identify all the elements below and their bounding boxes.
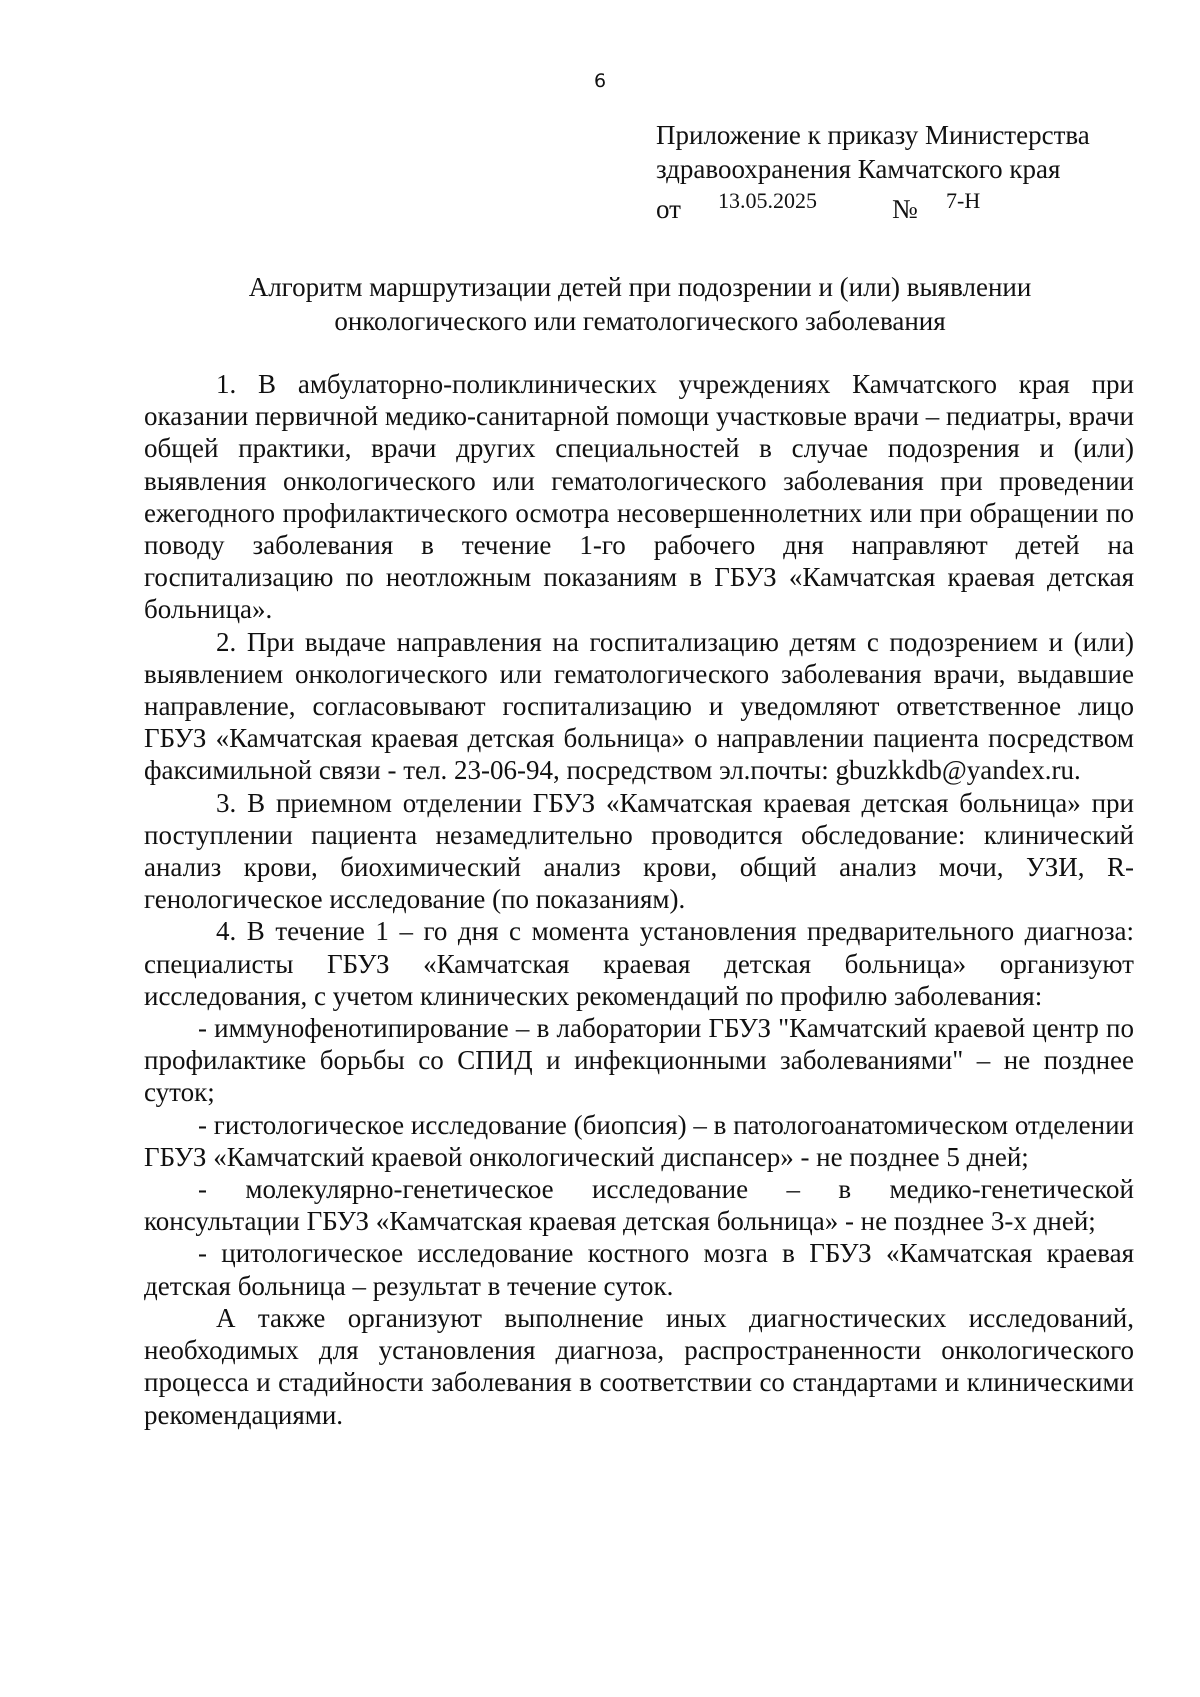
title-line-2: онкологического или гематологического заболевания [334, 306, 946, 336]
approval-line-1: Приложение к приказу Министерства [656, 120, 1090, 150]
list-item-cytology: - цитологическое исследование костного мозга в ГБУЗ «Камчатская краевая детская больница – результат в течение суток. [144, 1238, 1134, 1301]
list-item-molecular-genetic: - молекулярно-генетическое исследование – в медико-генетической консультации ГБУЗ «Камчатская краевая детская больница» - не позднее 3-х дней; [144, 1174, 1134, 1237]
list-item-histology: - гистологическое исследование (биопсия) – в патологоанатомическом отделении ГБУЗ «Камчатский краевой онкологический диспансер» - не позднее 5 дней; [144, 1109, 1134, 1172]
list-item-immunophenotyping: - иммунофенотипирование – в лаборатории ГБУЗ "Камчатский краевой центр по профилактике борьбы со СПИД и инфекционными заболеваниями" – не позднее суток; [144, 1013, 1134, 1108]
paragraph-final: А также организуют выполнение иных диагностических исследований, необходимых для установления диагноза, распространенности онкологического процесса и стадийности заболевания в соответствии со стандартами и клиническими рекомендациями. [144, 1302, 1134, 1430]
document-body [144, 368, 1134, 1431]
page-number: 6 [593, 70, 607, 92]
approval-line-2: здравоохранения Камчатского края [656, 154, 1061, 184]
order-date: 13.05.2025 [718, 188, 817, 213]
order-from-label: от [656, 194, 681, 224]
order-line [656, 186, 1136, 224]
approval-block [656, 118, 1136, 224]
paragraph-3: 3. В приемном отделении ГБУЗ «Камчатская краевая детская больница» при поступлении пациента незамедлительно проводится обследование: клинический анализ крови, биохимический анализ крови, общий анализ мочи, УЗИ, R-генологическое исследование (по показаниям). [144, 787, 1134, 915]
paragraph-2: 2. При выдаче направления на госпитализацию детям с подозрением и (или) выявлением онкологического или гематологического заболевания врачи, выдавшие направление, согласовывают госпитализацию и уведомляют ответственное лицо ГБУЗ «Камчатская краевая детская больница» о направлении пациента посредством факсимильной связи - тел. 23-06-94, посредством эл.почты: gbuzkkdb@yandex.ru. [144, 626, 1134, 786]
document-title [140, 270, 1140, 338]
order-number: 7-Н [946, 188, 981, 213]
paragraph-1: 1. В амбулаторно-поликлинических учреждениях Камчатского края при оказании первичной медико-санитарной помощи участковые врачи – педиатры, врачи общей практики, врачи других специальностей в случае подозрения и (или) выявления онкологического или гематологического заболевания при проведении ежегодного профилактического осмотра несовершеннолетних или при обращении по поводу заболевания в течение 1-го рабочего дня направляют детей на госпитализацию по неотложным показаниям в ГБУЗ «Камчатская краевая детская больница». [144, 369, 1134, 625]
paragraph-4: 4. В течение 1 – го дня с момента установления предварительного диагноза: специалисты ГБУЗ «Камчатская краевая детская больница» организуют исследования, с учетом клинических рекомендаций по профилю заболевания: [144, 916, 1134, 1011]
order-number-label: № [892, 194, 918, 224]
title-line-1: Алгоритм маршрутизации детей при подозрении и (или) выявлении [248, 272, 1032, 302]
